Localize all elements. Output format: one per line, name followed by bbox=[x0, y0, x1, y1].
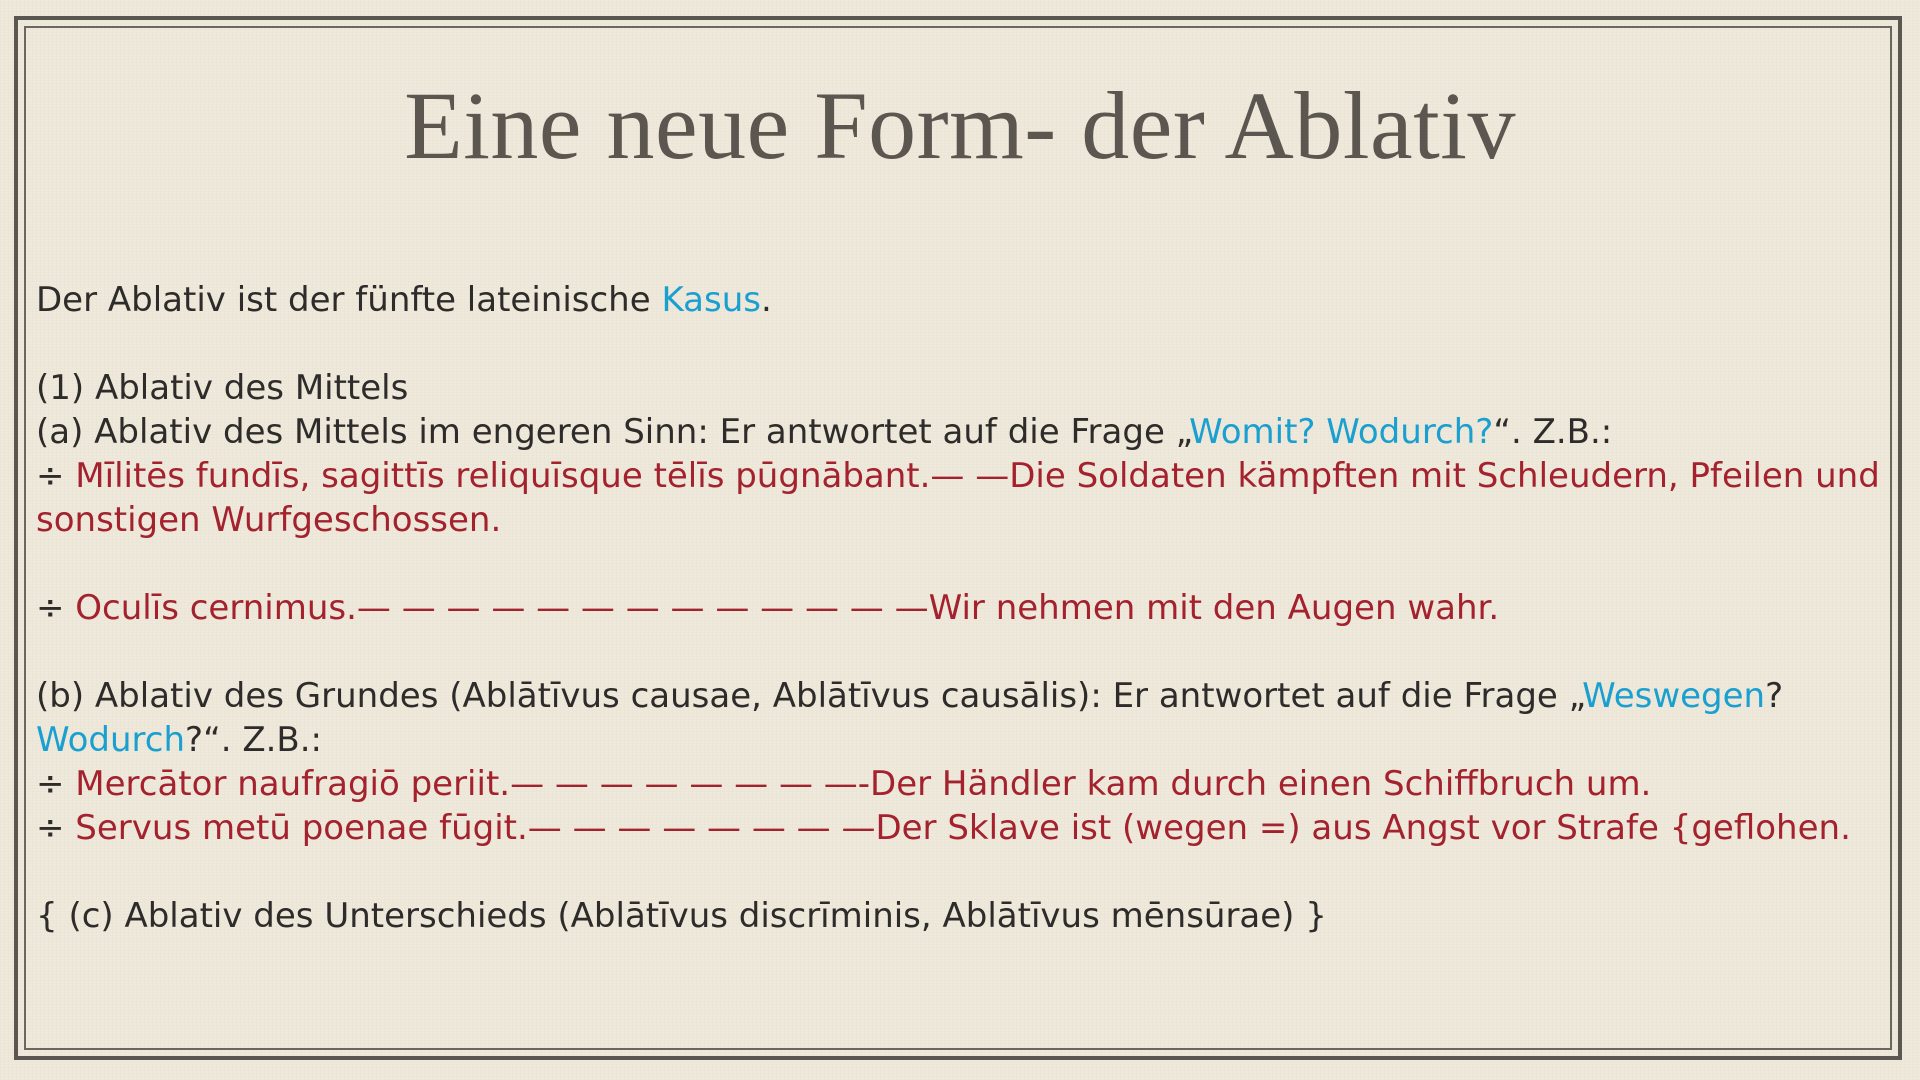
bullet: ÷ bbox=[36, 764, 76, 804]
slide-body bbox=[36, 278, 1886, 938]
example-4-line bbox=[36, 806, 1886, 850]
example-3-text: Mercātor naufragiō periit.— — — — — — — —-Der Händler kam durch einen Schiffbruch um. bbox=[75, 764, 1652, 804]
section-b-highlight-2: Wodurch bbox=[36, 720, 186, 760]
example-2-line bbox=[36, 586, 1886, 630]
intro-line bbox=[36, 278, 1886, 322]
bullet: ÷ bbox=[36, 588, 76, 628]
section-b-highlight-1: Weswegen bbox=[1582, 676, 1766, 716]
example-4-text: Servus metū poenae fūgit.— — — — — — — —Der Sklave ist (wegen =) aus Angst vor Strafe {geflohen. bbox=[75, 808, 1851, 848]
section1-heading: (1) Ablativ des Mittels bbox=[36, 368, 409, 408]
intro-highlight: Kasus bbox=[661, 280, 761, 320]
example-2-text: Oculīs cernimus.— — — — — — — — — — — — —Wir nehmen mit den Augen wahr. bbox=[75, 588, 1500, 628]
intro-text-end: . bbox=[760, 280, 772, 320]
spacer bbox=[36, 322, 1886, 366]
sub-a-text-end: “. Z.B.: bbox=[1493, 412, 1613, 452]
section-b-line-2 bbox=[36, 718, 1886, 762]
example-3-line bbox=[36, 762, 1886, 806]
slide-title: Eine neue Form- der Ablativ bbox=[404, 72, 1516, 179]
example-1-line-1 bbox=[36, 454, 1886, 498]
spacer bbox=[36, 630, 1886, 674]
sub-a-highlight: Womit? Wodurch? bbox=[1189, 412, 1494, 452]
section-b-line-1 bbox=[36, 674, 1886, 718]
section-b-text-mid: ? bbox=[1765, 676, 1784, 716]
section-c-line: { (c) Ablativ des Unterschieds (Ablātīvus discrīminis, Ablātīvus mēnsūrae) } bbox=[36, 896, 1327, 936]
example-1-line-2: sonstigen Wurfgeschossen. bbox=[36, 500, 502, 540]
bullet: ÷ bbox=[36, 456, 76, 496]
example-1-text: Mīlitēs fundīs, sagittīs reliquīsque tēlīs pūgnābant.— —Die Soldaten kämpften mit Schleudern, Pfeilen und bbox=[75, 456, 1880, 496]
spacer bbox=[36, 850, 1886, 894]
intro-text: Der Ablativ ist der fünfte lateinische bbox=[36, 280, 662, 320]
sub-a-text: (a) Ablativ des Mittels im engeren Sinn: Er antwortet auf die Frage „ bbox=[36, 412, 1190, 452]
section1-sub-a bbox=[36, 410, 1886, 454]
spacer bbox=[36, 542, 1886, 586]
bullet: ÷ bbox=[36, 808, 76, 848]
section-b-text-end: ?“. Z.B.: bbox=[185, 720, 323, 760]
section-b-text: (b) Ablativ des Grundes (Ablātīvus causae, Ablātīvus causālis): Er antwortet auf die Frage „ bbox=[36, 676, 1583, 716]
